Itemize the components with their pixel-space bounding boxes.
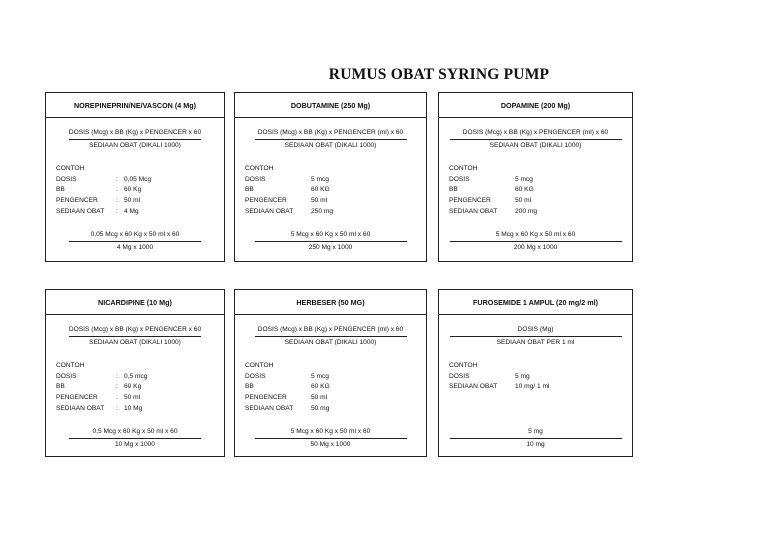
calculation-formula: [439, 230, 632, 253]
row-value: 50 ml: [124, 394, 141, 402]
example-block: [245, 164, 333, 218]
row-label: SEDIAAN OBAT: [449, 383, 498, 391]
row-label: BB: [245, 383, 254, 391]
calculation-formula: [46, 230, 224, 253]
example-title: CONTOH: [245, 362, 274, 369]
calc-denominator: 4 Mg x 1000: [116, 244, 154, 251]
calc-denominator: 200 Mg x 1000: [513, 244, 558, 251]
row-label: SEDIAAN OBAT: [56, 404, 105, 412]
example-title: CONTOH: [449, 165, 478, 172]
row-label: DOSIS: [56, 372, 77, 380]
example-row: [245, 185, 333, 196]
example-row: [56, 207, 151, 218]
row-label: DOSIS: [449, 175, 470, 183]
row-value: 60 Kg: [124, 383, 142, 391]
example-row: [245, 196, 333, 207]
calc-denominator: 10 Mg x 1000: [115, 441, 155, 448]
example-row: [449, 196, 537, 207]
row-value: 4 Mg: [124, 207, 139, 215]
row-value: 60 KG: [515, 186, 534, 194]
general-formula: [439, 128, 632, 151]
calc-denominator: 250 Mg x 1000: [308, 244, 353, 251]
row-label: PENGENCER: [449, 197, 491, 205]
example-row: [56, 185, 151, 196]
row-label: SEDIAAN OBAT: [245, 207, 294, 215]
general-formula: [46, 325, 224, 348]
row-value: 5 mcg: [311, 372, 329, 380]
row-label: BB: [56, 383, 65, 391]
row-colon: :: [116, 372, 118, 380]
formula-denominator: SEDIAAN OBAT (DIKALI 1000): [89, 339, 181, 346]
drug-card: [234, 92, 427, 262]
row-value: 50 ml: [124, 197, 141, 205]
row-value: 200 mg: [515, 207, 537, 215]
row-label: DOSIS: [245, 372, 266, 380]
row-label: BB: [449, 186, 458, 194]
calculation-formula: [235, 230, 426, 253]
example-block: [245, 361, 330, 415]
drug-card: [45, 289, 225, 457]
calc-denominator: 10 mg: [526, 441, 545, 448]
example-row: [245, 393, 330, 404]
drug-card: [438, 289, 633, 457]
general-formula: [235, 325, 426, 348]
example-row: [245, 175, 333, 186]
calc-numerator: 0,05 Mcg x 60 Kg x 50 ml x 60: [90, 231, 180, 238]
formula-denominator: SEDIAAN OBAT (DIKALI 1000): [489, 142, 582, 149]
example-row: [449, 207, 537, 218]
example-title: CONTOH: [245, 165, 274, 172]
row-value: 50 ml: [515, 197, 532, 205]
row-label: PENGENCER: [56, 394, 98, 402]
formula-denominator: SEDIAAN OBAT (DIKALI 1000): [89, 142, 181, 149]
row-label: DOSIS: [56, 175, 77, 183]
example-row: [56, 196, 151, 207]
example-row: [449, 175, 537, 186]
card-heading: DOBUTAMINE (250 Mg): [235, 93, 426, 118]
card-heading: HERBESER (50 MG): [235, 290, 426, 315]
calc-numerator: 5 mg: [528, 428, 543, 435]
row-label: PENGENCER: [245, 197, 287, 205]
formula-numerator: DOSIS (Mcg) x BB (Kg) x PENGENCER (ml) x 60: [257, 326, 404, 333]
example-block: [56, 361, 147, 415]
row-value: 60 KG: [311, 383, 330, 391]
calculation-formula: [46, 427, 224, 450]
formula-denominator: SEDIAAN OBAT PER 1 ml: [496, 339, 575, 346]
example-row: [449, 382, 549, 393]
calc-numerator: 5 Mcg x 60 Kg x 50 ml x 60: [290, 428, 371, 435]
row-label: PENGENCER: [56, 197, 98, 205]
row-colon: :: [116, 404, 118, 412]
example-block: [449, 361, 549, 393]
calculation-formula: [235, 427, 426, 450]
row-value: 10 Mg: [124, 404, 143, 412]
row-label: BB: [245, 186, 254, 194]
row-value: 5 mcg: [311, 175, 329, 183]
example-title: CONTOH: [56, 362, 85, 369]
row-label: BB: [56, 186, 65, 194]
formula-numerator: DOSIS (Mcg) x BB (Kg) x PENGENCER x 60: [68, 326, 202, 333]
calc-numerator: 5 Mcg x 60 Kg x 50 ml x 60: [290, 231, 371, 238]
row-value: 0,05 Mcg: [124, 175, 152, 183]
example-block: [56, 164, 151, 218]
row-colon: :: [116, 394, 118, 402]
row-colon: :: [116, 383, 118, 391]
example-row: [56, 175, 151, 186]
row-value: 60 KG: [311, 186, 330, 194]
row-colon: :: [116, 197, 118, 205]
formula-denominator: SEDIAAN OBAT (DIKALI 1000): [284, 339, 377, 346]
example-row: [56, 404, 147, 415]
example-row: [449, 372, 549, 383]
row-colon: :: [116, 175, 118, 183]
example-title: CONTOH: [56, 165, 85, 172]
row-value: 50 ml: [311, 394, 328, 402]
row-colon: :: [116, 186, 118, 194]
row-value: 0,5 mcg: [124, 372, 148, 380]
page-title: RUMUS OBAT SYRING PUMP: [328, 66, 550, 83]
example-row: [56, 382, 147, 393]
row-label: DOSIS: [245, 175, 266, 183]
row-value: 50 mg: [311, 404, 330, 412]
general-formula: [439, 325, 632, 348]
row-value: 5 mg: [515, 372, 530, 380]
row-value: 60 Kg: [124, 186, 142, 194]
card-heading: NOREPINEPRIN/NE/VASCON (4 Mg): [46, 93, 224, 118]
row-value: 250 mg: [311, 207, 333, 215]
drug-card: [234, 289, 427, 457]
row-label: SEDIAAN OBAT: [449, 207, 498, 215]
example-block: [449, 164, 537, 218]
calc-numerator: 5 Mcg x 60 Kg x 50 ml x 60: [495, 231, 576, 238]
general-formula: [46, 128, 224, 151]
row-label: DOSIS: [449, 372, 470, 380]
formula-numerator: DOSIS (Mcg) x BB (Kg) x PENGENCER (ml) x 60: [257, 129, 404, 136]
row-label: PENGENCER: [245, 394, 287, 402]
general-formula: [235, 128, 426, 151]
example-row: [449, 185, 537, 196]
row-colon: :: [116, 207, 118, 215]
row-value: 5 mcg: [515, 175, 533, 183]
drug-card: [438, 92, 633, 262]
example-title: CONTOH: [449, 362, 478, 369]
example-row: [56, 372, 147, 383]
calc-denominator: 50 Mg x 1000: [310, 441, 351, 448]
row-value: 50 ml: [311, 197, 328, 205]
formula-numerator: DOSIS (Mcg) x BB (Kg) x PENGENCER x 60: [68, 129, 202, 136]
row-label: SEDIAAN OBAT: [245, 404, 294, 412]
row-label: SEDIAAN OBAT: [56, 207, 105, 215]
example-row: [245, 372, 330, 383]
row-value: 10 mg/ 1 ml: [515, 383, 550, 391]
example-row: [245, 382, 330, 393]
example-row: [245, 207, 333, 218]
formula-numerator: DOSIS (Mcg) x BB (Kg) x PENGENCER (ml) x 60: [462, 129, 609, 136]
formula-numerator: DOSIS (Mg): [517, 326, 554, 333]
example-row: [56, 393, 147, 404]
drug-card: [45, 92, 225, 262]
calculation-formula: [439, 427, 632, 450]
card-heading: NICARDIPINE (10 Mg): [46, 290, 224, 315]
card-heading: FUROSEMIDE 1 AMPUL (20 mg/2 ml): [439, 290, 632, 315]
card-heading: DOPAMINE (200 Mg): [439, 93, 632, 118]
calc-numerator: 0,5 Mcg x 60 Kg x 50 ml x 60: [92, 428, 178, 435]
formula-denominator: SEDIAAN OBAT (DIKALI 1000): [284, 142, 377, 149]
example-row: [245, 404, 330, 415]
